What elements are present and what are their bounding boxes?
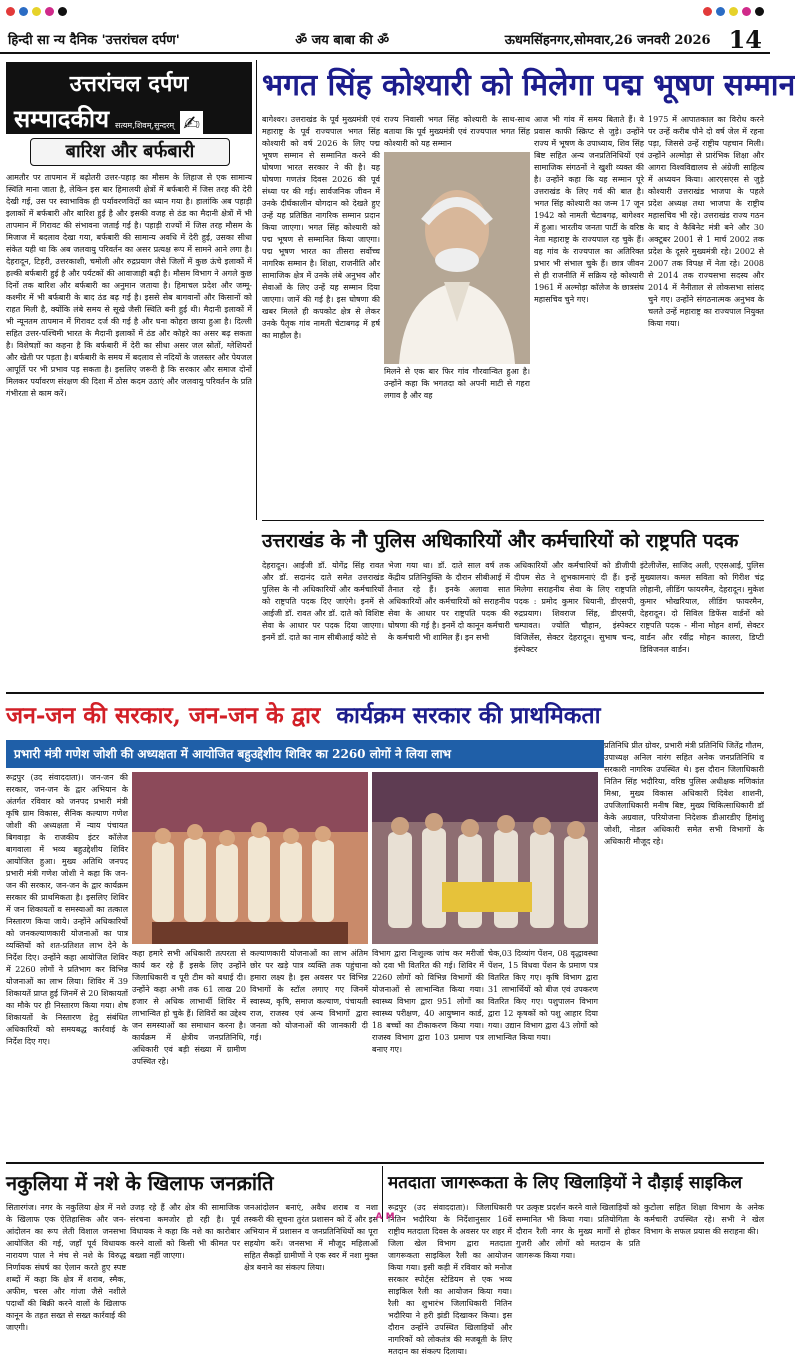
nashe-headline: नकुलिया में नशे के खिलाफ जनक्रांति <box>6 1171 274 1195</box>
section-divider <box>6 692 764 694</box>
koshyari-col-3: आज भी गांव में समय बिताते हैं। वे प्रवास काफी स्क्रिप्ट से जुड़े। उन्होंने राज्य में भूषण के उपाध्याय, शिव सिंह बिष्ट सहित अन्य जनप्रतिनिधियों एवं सामाजिक संगठनों ने खुशी व्यक्त की है। उन्होंने कहा कि यह सम्मान पूरे उत्तराखंड के लिए गर्व की बात है। भगत सिंह कोश्यारी का जन्म 17 जून 1942 को नामती चेटाबगढ़, बागेश्वर में हुआ। भारतीय जनता पार्टी के वरिष्ठ नेता महाराष्ट्र के राज्यपाल रह चुके हैं। वह गांव के राज्यपाल का अतिरिक्त प्रभार भी संभाल चुके हैं। छात्र जीवन से ही राजनीति में सक्रिय रहे कोश्यारी 1961 में अल्मोड़ा कॉलेज के छात्रसंघ महासचिव चुने गए। <box>534 115 644 304</box>
police-col-3: अधिकारियों और कर्मचारियों को डीजीपी दीपम सेठ ने शुभकामनाएं दी हैं। इन्हें मिलेगा सराहनीय सेवा के लिए राष्ट्रपति पदक : प्रमोद कुमार धियानी, डीएसपी, रुद्रप्रयाग। शिवराज सिंह, डीएसपी, चम्पावत। ज्योति चौहान, इंस्पेक्टर विजिलेंस, सेक्टर देहरादून। सुभाष चन्द, इंस्पेक्टर <box>514 561 636 654</box>
janjan-subhead: प्रभारी मंत्री गणेश जोशी की अध्यक्षता में आयोजित बहुउद्देशीय शिविर का 2260 लोगों ने लिया लाभ <box>6 740 604 768</box>
reg-dot <box>45 7 54 16</box>
reg-dot <box>32 7 41 16</box>
janjan-headline-red: जन-जन की सरकार, जन-जन के द्वार <box>6 702 321 729</box>
editorial-logo: उत्तरांचल दर्पण <box>69 71 189 97</box>
matdata-photo-caption-2 <box>580 1222 581 1223</box>
janjan-col-2: कहा हमारे सभी अधिकारी तत्परता से कार्य कर रहे हैं इसके लिए उन्होंने जिलाधिकारी व पूरी टीम को बधाई दी। उन्होंने कहा अभी तक 61 लाख 20 हजार से अधिक लाभार्थी शिविर में लाभान्वित हो चुके हैं। शिविरों का उद्देश्य जन समस्याओं का समाधान करना है। कार्यक्रम में क्षेत्रीय जनप्रतिनिधि, अधिकारी एवं बड़ी संख्या में ग्रामीण उपस्थित रहे। <box>132 949 246 1066</box>
registration-dots-right <box>703 7 764 16</box>
nashe-col-3: जनआंदोलन बनाएं, अवैध शराब व नशा तस्करी की सूचना तुरंत प्रशासन को दें और इस अभियान में प्रशासन व जनप्रतिनिधियों का पूरा सहयोग करें। जनसभा में मौजूद महिलाओं सहित सैकड़ों ग्रामीणों ने एक स्वर में नशा मुक्त क्षेत्र बनाने का संकल्प लिया। <box>244 1203 378 1272</box>
reg-dot <box>716 7 725 16</box>
koshyari-col-1: बागेश्वर। उत्तराखंड के पूर्व मुख्यमंत्री एवं महाराष्ट्र के पूर्व राज्यपाल भगत सिंह कोश्यारी को वर्ष 2026 के लिए पद्म भूषण सम्मान से सम्मानित करने की घोषणा भारत सरकार ने की है। यह घोषणा गणतंत्र दिवस 2026 की पूर्व संध्या पर की गई। सार्वजनिक जीवन में उनके दीर्घकालीन योगदान को देखते हुए उन्हें यह प्रतिष्ठित नागरिक सम्मान प्रदान किया जाएगा। भगत सिंह कोश्यारी को पद्म भूषण से सम्मानित किया जाएगा। पद्म भूषण भारत का तीसरा सर्वोच्च नागरिक सम्मान है। शिक्षा, राजनीति और सामाजिक क्षेत्र में उनके लंबे अनुभव और सेवाओं के लिए उन्हें यह सम्मान दिया जाएगा। जानें की गई है। इस घोषणा की खबर मिलते ही कपकोट क्षेत्र से लेकर उनके पैतृक गांव नामती चेटाबगढ़ में हर्ष का माहौल है। <box>262 115 380 340</box>
police-col-4: इंटेलीजेंस, साजिद अली, एएसआई, पुलिस मुख्यालय। कमल सविता को गिरीश चंद्र लोहानी, लीडिंग फायरमैन, देहरादून। मुकेश कुमार भोखरियाल, लीडिंग फायरमैन, देहरादून। दो सिविल डिफेंस वार्डनों को राष्ट्रपति पदक - मीना मोहन शर्मा, सेक्टर वार्डन और रवींद्र मोहन कालरा, डिप्टी डिविजनल वार्डन। <box>640 561 764 654</box>
janjan-event-illustration <box>132 772 368 944</box>
reg-dot <box>58 7 67 16</box>
quill-pen-icon: ✍ <box>180 111 203 135</box>
matdata-col-3: कुटोला सहित शिक्षा विभाग के अनेक कर्मचारी उपस्थित रहे। सभी ने खेल विभाग के सफल प्रयास की सराहना की। <box>644 1203 764 1236</box>
page-number: 14 <box>728 24 762 54</box>
section-divider <box>6 1162 764 1164</box>
janjan-photo-1 <box>132 772 368 944</box>
reg-dot <box>742 7 751 16</box>
editorial-motto: सत्यम,शिवम्,सुन्दरम् <box>115 121 175 130</box>
matdata-col-2: पर उत्कृष्ट प्रदर्शन करने वाले खिलाड़ियों को सम्मानित भी किया गया। प्रतियोगिता के दौरान रैली नगर के मुख्य मार्गों से होकर गुजरी और लोगों को मतदान के प्रति जागरूक किया गया। <box>516 1203 640 1260</box>
nashe-photo-caption <box>6 1222 7 1223</box>
nashe-col-2: उजड़ रहे हैं और क्षेत्र की सामाजिक संरचना कमजोर हो रही है। पूर्व विधायक ने कहा कि नशे का कारोबार करने वालों को किसी भी कीमत पर बख्शा नहीं जाएगा। <box>130 1203 240 1260</box>
koshyari-headline: भगत सिंह कोश्यारी को मिलेगा पद्म भूषण सम्मान <box>262 68 795 103</box>
police-col-2: भेजा गया था। डॉ. दाते साल वर्ष तक केंद्रीय प्रतिनियुक्ति के दौरान सीबीआई में तैनात रहे हैं। इनके अलावा सात अधिकारियों और कर्मचारियों को सराहनीय सेवा के आधार पर राष्ट्रपति पदक की घोषणा की गई है। इनमें दो कानून कर्मचारी के कर्मचारी भी शामिल हैं। इन सभी <box>388 561 510 642</box>
janjan-ceremony-illustration <box>372 772 598 944</box>
editorial-title: बारिश और बर्फबारी <box>30 138 230 166</box>
koshyari-portrait-illustration <box>384 152 530 364</box>
matdata-headline: मतदाता जागरूकता के लिए खिलाड़ियों ने दौड़ाई साइकिल <box>388 1173 743 1193</box>
reg-dot <box>6 7 15 16</box>
janjan-col-6: प्रतिनिधि प्रीत ग्रोवर, प्रभारी मंत्री प्रतिनिधि जितेंद्र गौतम, उपाध्यक्ष अनिल नारंग सहित अनेक जनप्रतिनिधि व सरकारी नागरिक उपस्थित थे। इस दौरान जिलाधिकारी नितिन सिंह भदौरिया, वरिष्ठ पुलिस अधीक्षक मणिकांत मिश्रा, मुख्य विकास अधिकारी दिवेश शाशनी, उपजिलाधिकारी मनीष बिष्ट, मुख्य चिकित्साधिकारी डॉ केके अग्रवाल, परियोजना निदेशक डीआरडीए हिमांशु जोशी, नोडल अधिकारी समेत सभी विभागों के अधिकारी मौजूद रहे। <box>604 741 764 846</box>
nashe-col-1: सितारगंज। नगर के नकुलिया क्षेत्र में नशे के खिलाफ एक ऐतिहासिक और जन-आंदोलन का रूप लेती विशाल जनसभा आयोजित की गई, जहाँ पूर्व विधायक नारायण पाल ने मंच से नशे के विरुद्ध निर्णायक संघर्ष का ऐलान करते हुए स्पष्ट शब्दों में कहा कि क्षेत्र में शराब, स्मैक, अफीम, चरस और गांजा जैसे नशीले पदार्थों की बिक्री करने वालों के खिलाफ कानून के तहत सख्त से सख्त कार्रवाई की जाएगी। <box>6 1203 126 1332</box>
footer-registration-mark: A M <box>375 1212 395 1222</box>
masthead-dateline: ऊधमसिंहनगर,सोमवार,26 जनवरी 2026 <box>504 33 711 48</box>
janjan-headline <box>6 696 764 736</box>
column-divider <box>256 60 257 520</box>
section-divider <box>262 520 764 521</box>
masthead-paper-name: हिन्दी सा न्य दैनिक 'उत्तरांचल दर्पण' <box>8 33 180 48</box>
editorial-body: आमतौर पर तापमान में बढ़ोतरी उत्तर-पहाड़ का मौसम के लिहाज से एक सामान्य स्थिति माना जाता है, लेकिन इस बार हिमालयी क्षेत्रों में बर्फबारी में जिस तरह की देरी देखी गई, उस पर स्वाभाविक ही पर्यावरणविदों का ध्यान गया है। हालांकि अब पहाड़ी इलाकों में बर्फबारी और बारिश हुई है और इसकी वजह से ठंड का मैदानी क्षेत्रों में भी तापमान में गिरावट की संभावना जताई गई है। पहाड़ी राज्यों में जिस तरह मौसम के मिजाज में बदलाव देखा गया, बर्फबारी की सामान्य अवधि में देरी हुई, उसका सीधा संकेत यही था कि अब जलवायु परिवर्तन का असर प्रत्यक्ष रूप में सामने आने लगा है। देहरादून, टिहरी, उत्तरकाशी, चमोली और रुद्रप्रयाग जैसे जिलों में कुछ ऊंचे इलाकों में हल्की बर्फबारी हुई है और पर्यटकों की आवाजाही बढ़ी है। मौसम विभाग ने अगले कुछ दिनों तक बारिश और बर्फबारी का अनुमान जताया है। हिमाचल प्रदेश और जम्मू-कश्मीर में भी बर्फबारी के बाद ठंड बढ़ गई है। इससे सेब बागवानों और किसानों को राहत मिली है, क्योंकि लंबे समय से सूखे जैसी स्थिति बनी हुई थी। मैदानी इलाकों में भी न्यूनतम तापमान में गिरावट दर्ज की गई है और घना कोहरा छाया हुआ है। दिल्ली सहित उत्तर-पश्चिमी भारत के मैदानी इलाकों में ठंड और कोहरे का असर बढ़ सकता है। विशेषज्ञों का कहना है कि बर्फबारी में देरी का सीधा असर जल स्रोतों, ग्लेशियरों और खेती पर पड़ता है। बर्फबारी के समय में बदलाव से नदियों के जलस्तर और पेयजल आपूर्ति पर भी प्रभाव पड़ सकता है। इसलिए जरूरी है कि सरकार और समाज दोनों मिलकर पर्यावरण संरक्षण की दिशा में ठोस कदम उठाएं और जलवायु परिवर्तन के प्रति गंभीरता से काम करें। <box>6 173 252 398</box>
matdata-col-1: रूद्रपुर (उद संवाददाता)। जिलाधिकारी नितिन भदौरिया के निर्देशानुसार 16वें राष्ट्रीय मतदाता दिवस के अवसर पर शहर में जिला खेल विभाग द्वारा मतदाता जागरूकता साइकिल रैली का आयोजन किया गया। इसी कड़ी में रविवार को मनोज सरकार स्पोर्ट्स स्टेडियम से एक भव्य साइकिल रैली का आयोजन किया गया। रैली का शुभारंभ जिलाधिकारी नितिन भदौरिया ने हरी झंडी दिखाकर किया। इस दौरान उन्होंने उपस्थित खिलाड़ियों और नागरिकों को लोकतंत्र की मजबूती के लिए मतदान का संकल्प दिलाया। <box>388 1203 512 1356</box>
police-col-1: देहरादून। आईजी डॉ. योगेंद्र सिंह रावत और डॉ. सदानंद दाते समेत उत्तराखंड पुलिस के नौ अधिकारियों और कर्मचारियों को राष्ट्रपति पदक दिए जाएंगे। इनमें से आईजी डॉ. रावत और डॉ. दाते को विशिष्ट सेवा के आधार पर पदक दिया जाएगा। इनमें डॉ. दाते का नाम सीबीआई कोटे से <box>262 561 384 642</box>
editorial-section-title: सम्पादकीय <box>14 104 110 133</box>
registration-bar <box>0 0 770 22</box>
police-headline: उत्तराखंड के नौ पुलिस अधिकारियों और कर्मचारियों को राष्ट्रपति पदक <box>262 530 739 552</box>
koshyari-photo <box>384 152 530 364</box>
koshyari-col-4: 1975 में आपातकाल का विरोध करने पर उन्हें करीब पौने दो वर्ष जेल में रहना पड़ा, जिससे उन्हें राष्ट्रीय पहचान मिली। उन्होंने अल्मोड़ा से प्रारंभिक शिक्षा और आगरा विश्वविद्यालय से अंग्रेजी साहित्य में अध्ययन किया। आरएसएस से जुड़े कोश्यारी उत्तराखंड भाजपा के पहले प्रदेश अध्यक्ष तथा भाजपा के राष्ट्रीय महासचिव भी रहे। उत्तराखंड राज्य गठन के बाद वे कैबिनेट मंत्री बने और 30 अक्टूबर 2001 से 1 मार्च 2002 तक प्रदेश के दूसरे मुख्यमंत्री रहे। 2002 से 2007 तक विपक्ष में नेता रहे। 2008 से 2014 तक राज्यसभा सदस्य और 2014 में नैनीताल से लोकसभा सांसद चुने गए। उन्होंने संगठनात्मक अनुभव के चलते उन्हें महाराष्ट्र का राज्यपाल नियुक्त किया गया। <box>648 115 764 328</box>
janjan-headline-blue: कार्यक्रम सरकार की प्राथमिकता <box>336 702 601 729</box>
reg-dot <box>703 7 712 16</box>
reg-dot <box>755 7 764 16</box>
janjan-photo-2 <box>372 772 598 944</box>
masthead-slogan: ॐ जय बाबा की ॐ <box>295 33 390 48</box>
editorial-logo-box <box>6 62 252 134</box>
reg-dot <box>729 7 738 16</box>
janjan-col-4: विभाग द्वारा निःशुल्क जांच कर मरीजों को दवा भी वितरित की गई। शिविर में 2260 लोगों को विभिन्न विभागों की योजनाओं से लाभान्वित किया गया। स्वास्थ्य विभाग द्वारा 951 लोगों का स्वास्थ्य परीक्षण, 40 आयुष्मान कार्ड, 18 बच्चों का टीकाकरण किया गया। राजस्व विभाग द्वारा 103 प्रमाण पत्र बनाए गए। <box>372 949 484 1054</box>
janjan-col-1: रूद्रपुर (उद संवाददाता)। जन-जन की सरकार, जन-जन के द्वार अभियान के अंतर्गत रविवार को जनपद प्रभारी मंत्री कृषि ग्राम विकास, सैनिक कल्याण गणेश जोशी की अध्यक्षता में न्याय पंचायत बिगवाड़ा के राजकीय इंटर कॉलेज बागवाला में भव्य बहुउद्देशीय शिविर आयोजित हुआ। मुख्य अतिथि जनपद प्रभारी मंत्री गणेश जोशी ने कहा कि जन-जन की सरकार, जन-जन के द्वार कार्यक्रम सरकार की प्राथमिकता है। इसलिए शिविर में जन शिकायतों व समस्याओं का तत्काल निस्तारण किया जाये। उन्होंने अधिकारियों को जनकल्याणकारी योजनाओं का पात्र व्यक्तियों को शत-प्रतिशत लाभ देने के निर्देश दिए। उन्होंने कहा आयोजित शिविर में 2260 लोगों ने प्रतिभाग कर विभिन्न योजनाओं का लाभ लिया। शिविर में 39 शिकायतें प्राप्त हुई जिनमें से 20 शिकायतों का मौके पर ही निस्तारण किया गया। शेष शिकायतों के निस्तारण हेतु संबंधित अधिकारियों को समयबद्ध कार्रवाई के निर्देश दिए गए। <box>6 773 128 1046</box>
koshyari-col-2: राज्य निवासी भगत सिंह कोश्यारी के साथ-साथ बताया कि पूर्व मुख्यमंत्री एवं राज्यपाल भगत सिंह कोश्यारी को यह सम्मान <box>384 115 530 148</box>
registration-dots-left <box>6 7 67 16</box>
koshyari-photo-caption: मिलने से एक बार फिर गांव गौरवान्वित हुआ है। उन्होंने कहा कि भगतदा को अपनी माटी से गहरा लगाव है और वह <box>384 367 530 400</box>
masthead <box>0 26 770 54</box>
janjan-col-3: कल्याणकारी योजनाओं का लाभ अंतिम छोर पर खड़े पात्र व्यक्ति तक पहुंचाना हमारा लक्ष्य है। इस अवसर पर विभिन्न विभागों के स्टॉल लगाए गए जिनमें स्वास्थ्य, कृषि, समाज कल्याण, पंचायती राज, राजस्व एवं अन्य विभागों द्वारा जनता को योजनाओं की जानकारी दी गई। <box>250 949 368 1042</box>
reg-dot <box>19 7 28 16</box>
janjan-col-5: चेक,03 दिव्यांग पेंशन, 08 वृद्धावस्था पेंशन, 15 विधवा पेंशन के प्रमाण पत्र वितरित किए गए। कृषि विभाग द्वारा 31 लाभार्थियों को बीज एवं उपकरण वितरित किए गए। पशुपालन विभाग द्वारा 12 कृषकों को पशु आहार दिया गया। उद्यान विभाग द्वारा 43 लोगों को लाभान्वित किया गया। <box>488 949 598 1042</box>
